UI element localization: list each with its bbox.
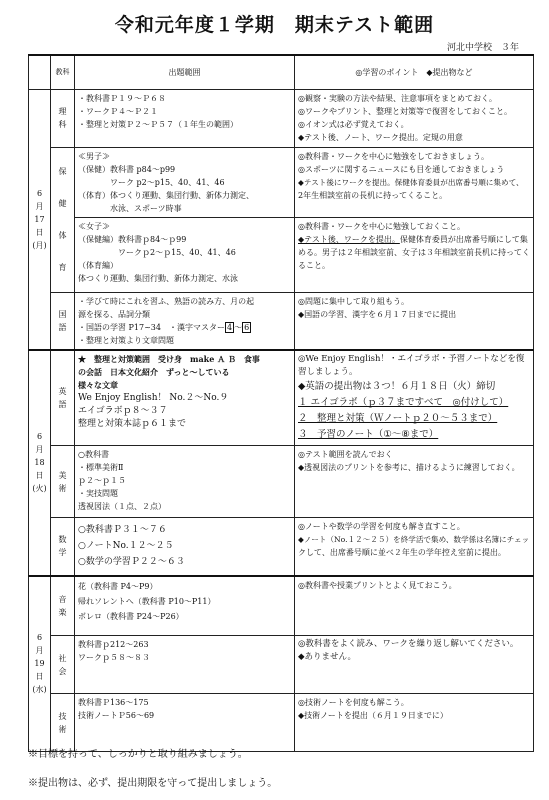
table-row xyxy=(29,89,534,147)
subject-shakai: 社 会 xyxy=(51,636,75,694)
range-shakai: 教科書ｐ212～263 ワークｐ５８～８３ xyxy=(75,636,295,694)
range-rika: ・教科書Ｐ１９～Ｐ６８ ・ワークＰ４～Ｐ２１ ・整理と対策Ｐ２～Ｐ５７（１年生の範囲） xyxy=(75,89,295,147)
note-deadline: ※提出物は、必ず、提出期限を守って提出しましょう。 xyxy=(28,778,278,789)
point-gijutsu: ◎技術ノートを何度も解こう。 ◆技術ノートを提出（６月１９日までに） xyxy=(295,694,534,752)
header-day xyxy=(29,55,51,89)
subject-kokugo: 国 語 xyxy=(51,292,75,350)
subject-gijutsu: 技 術 xyxy=(51,694,75,752)
table-row xyxy=(29,446,534,518)
range-bijutsu: ○教科書 ・標準美術Ⅱ ｐ２～ｐ１５ ・実技問題 透視図法（１点、２点） xyxy=(75,446,295,518)
table-row xyxy=(29,518,534,576)
table-row xyxy=(29,694,534,752)
point-bijutsu: ◎テスト範囲を読んでおく ◆透視図法のプリントを参考に、描けるように練習しておく。 xyxy=(295,446,534,518)
point-shakai: ◎教科書をよく読み、ワークを繰り返し解いてください。 ◆ありません。 xyxy=(295,636,534,694)
table-row xyxy=(29,576,534,636)
table-header-row xyxy=(29,55,534,89)
subject-bijutsu: 美 術 xyxy=(51,446,75,518)
range-eigo: ★ 整理と対策範囲 受け身 make Ａ Ｂ 食事 の会話 日本文化紹介 ずっと～している 様々な文章 We Enjoy English！ No.２～No.９ エイゴラボｐ８～３７ 整理と対策本誌ｐ６１まで xyxy=(75,350,295,446)
subject-eigo: 英 語 xyxy=(51,350,75,446)
school-name: 河北中学校 ３年 xyxy=(446,43,519,53)
header-subject: 教科 xyxy=(51,55,75,89)
table-row xyxy=(29,292,534,350)
page-title: 令和元年度１学期 期末テスト範囲 xyxy=(114,14,435,36)
header-point: ◎学習のポイント ◆提出物など xyxy=(295,55,534,89)
subject-hoken: 保 健 体 育 xyxy=(51,147,75,292)
range-kokugo: ・学びて時にこれを習ふ、熟語の読み方、月の起 源を探る、品詞分類 ・国語の学習 P17~34 ・漢字マスター 4 ～ 6 ・整理と対策より文章問題 xyxy=(75,292,295,350)
subject-sugaku: 数 学 xyxy=(51,518,75,576)
table-row xyxy=(29,147,534,217)
range-ongaku: 花（教科書 P4～P9） 帰れソレントへ（教科書 P10～P11） ボレロ（教科書 P24～P26） xyxy=(75,576,295,636)
range-sugaku: ○教科書Ｐ３１～７６ ○ノートNo.１２～２５ ○数学の学習Ｐ２２～６３ xyxy=(75,518,295,576)
header-range: 出題範囲 xyxy=(75,55,295,89)
table-row xyxy=(29,217,534,292)
day-0618: 6 月 18 日 (火) xyxy=(29,350,51,576)
day-0619: 6 月 19 日 (水) xyxy=(29,576,51,752)
point-rika: ◎観察・実験の方法や結果、注意事項をまとめておく。 ◎ワークやプリント、整理と対策等で復習をしておくこと。 ◎イオン式は必ず覚えておく。 ◆テスト後、ノート、ワーク提出。定規の用意 xyxy=(295,89,534,147)
range-gijutsu: 教科書Ｐ136～175 技術ノートＰ56～69 xyxy=(75,694,295,752)
point-ongaku: ◎教科書や授業プリントとよく見ておこう。 xyxy=(295,576,534,636)
range-hoken-male: ≪男子≫ （保健）教科書 p84～p99 ワーク p2～p15、40、41、46 （体育）体つくり運動、集団行動、新体力測定、 水泳、スポーツ時事 xyxy=(75,147,295,217)
point-eigo: ◎We Enjoy English！・エイゴラボ・予習ノートなどを復 習しましょう。 ◆英語の提出物は３つ！６月１８日（火）締切 １ エイゴラボ（ｐ３７まですべて ◎付けして） ２ 整理と対策（Ｗノートｐ２０～５３まで） ３ 予習のノート（①～⑧まで） xyxy=(295,350,534,446)
day-0617: 6 月 17 日 (月) xyxy=(29,89,51,350)
point-sugaku: ◎ノートや数学の学習を何度も解き直すこと。 ◆ノート（No.１２～２５）を終学活で集め、数学係は名簿にチェッ クして、出席番号順に並べ２年生の学年控え室前に提出。 xyxy=(295,518,534,576)
table-row xyxy=(29,636,534,694)
note-goal: ※目標を持って、しっかりと取り組みましょう。 xyxy=(28,749,248,760)
exam-range-table xyxy=(28,54,534,752)
point-hoken-male: ◎教科書・ワークを中心に勉強をしておきましょう。 ◎スポーツに関するニュースにも目を通しておきましょう ◆テスト後にワークを提出。保健体育委員が出席番号順に集めて、 2年生相談室前の長机に持ってくること。 xyxy=(295,147,534,217)
range-hoken-female: ≪女子≫ （保健編）教科書ｐ84～ｐ99 ワークｐ2～ｐ15、40、41、46 （体育編） 体つくり運動、集団行動、新体力測定、水泳 xyxy=(75,217,295,292)
point-hoken-female: ◎教科書・ワークを中心に勉強しておくこと。 ◆テスト後、ワークを提出。保健体育委員が出席番号順にして集 める。男子は２年相談室前、女子は３年相談室前長机に持ってく ること。 xyxy=(295,217,534,292)
table-row xyxy=(29,350,534,446)
subject-rika: 理 科 xyxy=(51,89,75,147)
subject-ongaku: 音 楽 xyxy=(51,576,75,636)
point-kokugo: ◎問題に集中して取り組もう。 ◆国語の学習、漢字を６月１７日までに提出 xyxy=(295,292,534,350)
